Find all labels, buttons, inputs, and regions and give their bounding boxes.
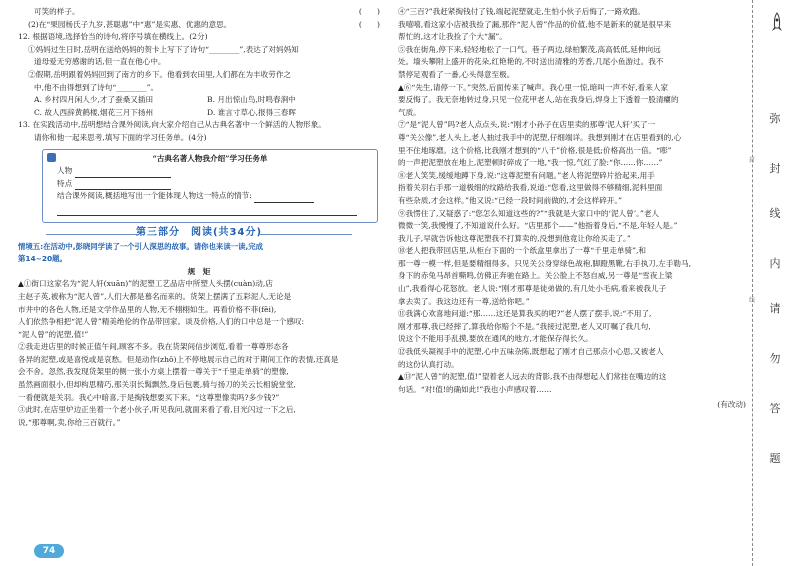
- story-line: 那一尊一模一样,但是要精细得多。只见关公身穿绿色战袍,脚蹬黑靴,右手执刀,左手勒马,: [398, 258, 692, 268]
- q12-options: [18, 94, 380, 119]
- seal-char: 题: [769, 452, 781, 465]
- option-c[interactable]: C. 故人西辞黄鹤楼,烟花三月下扬州: [34, 107, 154, 117]
- story-line: 指着关羽右手那一道极细的纹路给我看,说道:“您看,这里做得不够精细,泥料里面: [398, 183, 663, 193]
- story-right: [398, 6, 746, 396]
- story-line: ⑨我愣住了,又疑惑了:“您怎么知道这些的?”“我就是大家口中的‘泥人曾’。”老人: [398, 208, 660, 218]
- story-line: ③此时,在店里炉边正坐着一个老小伙子,听见我问,就面来看了看,目光闪过一下之后,: [18, 405, 296, 415]
- seal-char-small: 线: [748, 297, 755, 304]
- story-line: ⑪我满心欢喜地问道:“那……这还是算我买的吧?”老人摆了摆手,说:“不用了,: [398, 309, 652, 319]
- story-line: ▲①街口这家名为“泥人轩(xuān)”的泥塑工艺品店中所塑人头摆(cuàn)动,店: [18, 279, 273, 289]
- answer-bracket[interactable]: ( ): [358, 7, 380, 16]
- seal-char: 内: [769, 257, 781, 270]
- story-line: “泥人曾”的泥塑,值!”: [18, 329, 89, 339]
- story-line: 的一声把泥塑放在地上,泥塑顿时碎成了一地,“我一惊,气红了脸:“你……你……”: [398, 158, 663, 168]
- person-input[interactable]: [75, 169, 171, 178]
- seal-char-small: 封: [748, 157, 755, 164]
- seal-char: 答: [769, 402, 781, 415]
- section-heading-wrap: [18, 227, 380, 241]
- story-line: 处。墙头攀附上盛开的花朵,红艳艳的,不时送出清雅的芳香,几尾小鱼游过。我不: [398, 57, 664, 67]
- task-sheet-box: [42, 149, 378, 223]
- story-line: 禁停足观看了一番,心头得意至极。: [398, 69, 515, 79]
- plot-input[interactable]: [254, 194, 314, 203]
- section-heading: 第三部分 阅读(共34分): [135, 226, 263, 238]
- task-row-plot-extra: [43, 203, 377, 216]
- trait-input[interactable]: [75, 181, 171, 190]
- story-line: 拿去卖了。我这边还有一尊,送给你吧。”: [398, 296, 530, 306]
- story-title: 规 矩: [187, 266, 211, 276]
- q12-part2-line1: ②假期,岳明跟着妈妈回到了南方的乡下。他看到农田里,人们都在为丰收劳作之: [28, 69, 292, 79]
- story-line: 我儿子,早就告诉他这尊泥塑我不打算卖的,没想到他竟让你给买走了。”: [398, 233, 631, 243]
- story-line: 各异的泥塑,或是喜悦或是哀愁。但是动作(zhǒ)上不停地展示自己的对于期间工作的表情,还真是: [18, 354, 339, 364]
- story-line: 有些杂质,才会这样。”他又说:“已经一段时间前做的,才会这样碎开。”: [398, 195, 623, 205]
- plot-input-line2[interactable]: [57, 207, 357, 216]
- story-line: 主赵子英,被称为“泥人曾”,人们大都是慕名而来的。货架上摆满了五彩泥人,无论是: [18, 291, 292, 301]
- q12-part1-line2: 道母爱无穷感谢的话,但一直在他心中。: [34, 57, 166, 67]
- seal-char: 线: [769, 207, 781, 220]
- story-line: 帮忙的,这才让我捡了个大“漏”。: [398, 32, 507, 42]
- story-line: 我嘻嘻,看这家小店被我捡了漏,那件“泥人曾”作品的价值,他不是新来的就是很早来: [398, 19, 672, 29]
- story-line: ②我走进店里的时候正值午间,顾客不多。我在货架间信步浏览,看着一尊尊形态各: [18, 342, 289, 352]
- seal-char: 封: [769, 162, 781, 175]
- story-line: 句话。“对!值!的确如此!”我也小声感叹着……: [398, 384, 552, 394]
- story-line: 微微一笑,我慢慢了,不知道说什么好。“店里那个——”他指着身后,“不是,年轻人是。”: [398, 221, 678, 231]
- story-line: 虽然画面很小,但却构思精巧,那关羽长髯飘然,身后包裹,骑与扬刀的关云长相貌堂堂,: [18, 380, 296, 390]
- q11-item-2: (2)在“果园杨氏子九岁,甚聪惠”中“惠”是实惠、优惠的意思。 ( ): [18, 19, 380, 32]
- task-row-trait: 特点: [43, 178, 377, 191]
- option-a[interactable]: A. 乡村四月闲人少,才了蚕桑又插田: [34, 95, 154, 105]
- rocket-icon: [770, 12, 784, 34]
- story-line: 要反悔了。我无奈地转过身,只见一位花甲老人,站在我身后,焊身上下透着一股清癯的: [398, 95, 679, 105]
- story-line: 身下的赤兔马昂首嘶鸣,仿佛正奔驰在路上。关公脸上不怒自威,另一尊是“雪夜上梁: [398, 271, 673, 281]
- answer-bracket[interactable]: ( ): [358, 19, 380, 29]
- option-d[interactable]: D. 谁言寸草心,报得三春晖: [207, 107, 296, 117]
- story-line: 市井中的各色人物,还是文学作品里的人物,无不栩栩如生。再看价格不菲(fěi),: [18, 304, 277, 314]
- task-sheet-title: “古典名著人物我介绍”学习任务单: [152, 153, 268, 163]
- story-line: ④“三百?”我赶紧掏钱付了钱,端起泥塑就走,生怕小伙子后悔了,一路欢跑。: [398, 7, 645, 16]
- seal-char: 请: [769, 302, 781, 315]
- scene-lead-2: 第14~20题。: [18, 254, 67, 264]
- pin-icon: [47, 153, 56, 162]
- scene-lead: 情境五:在活动中,彭晓同学读了一个引人深思的故事。请你也来读一读,完成: [18, 241, 264, 251]
- story-line: ⑩老人把我带回店里,从柜台下面的一个纸盒里拿出了一尊“千里走单骑”,和: [398, 246, 646, 256]
- story-line: 人们依然争相把“泥人曾”精美绝伦的作品带回家。谈及价格,人们的口中总是一个感叹:: [18, 317, 305, 327]
- story-line: 气质。: [398, 107, 421, 117]
- right-page: [398, 6, 746, 412]
- seal-char: 勿: [769, 352, 781, 365]
- seal-char: 弥: [769, 112, 781, 125]
- story-line: 尊“关公像”,老人头上,老人抽过我手中的泥塑,仔细端详。我想到刚才在店里看到的,心: [398, 132, 682, 142]
- q11-item-1: 可笑的样子。 ( ): [18, 6, 380, 19]
- q12-label: 12. 根据语境,选择恰当的诗句,将序号填在横线上。(2分): [18, 32, 208, 42]
- q12-part2-line2: 中,他不由得想到了诗句“________”。: [34, 82, 159, 92]
- story-line: ⑤我在街角,停下来,轻轻地松了一口气。巷子两边,绿柏繁茂,高高低低,延伸向远: [398, 44, 661, 54]
- task-row-plot: 结合课外阅读,概括地写出一个能体现人物这一特点的情节:: [43, 190, 377, 203]
- option-b[interactable]: B. 月出惊山鸟,时鸣春涧中: [207, 95, 296, 105]
- seal-line: [752, 0, 753, 566]
- left-page: [18, 6, 380, 429]
- task-row-person: 人物: [43, 165, 377, 178]
- story-line: 说,“那尊啊,卖,你给三百就行。”: [18, 417, 121, 427]
- story-line: ⑧老人笑笑,缓缓地蹲下身,说:“这尊泥塑有问题。”老人将泥塑碎片拾起来,用手: [398, 170, 655, 180]
- story-line: 刚才那尊,我已经摔了,算我给你赔个不是。”我接过泥塑,老人又叮嘱了我几句,: [398, 321, 651, 331]
- story-line: 说这个不能用手乱摸,要放在通风的地方,才能保存得长久。: [398, 334, 593, 344]
- edit-note: (有改动): [717, 400, 746, 410]
- q13-label: 13. 在实践活动中,岳明想结合课外阅读,向大家介绍自己从古典名著中一个鲜活的人物形象。: [18, 120, 326, 130]
- story-line: 会不舍。忽然,我发现货架里的侧一张小方桌上摆着一尊关于“千里走单骑”的塑像,: [18, 367, 289, 377]
- story-line: ▲⑬“泥人曾”的泥塑,值!”望着老人远去的背影,我不由得想起人们常挂在嘴边的这: [398, 372, 667, 382]
- story-line: ▲⑥“先生,请停一下。”突然,后面传来了喊声。我心里一惊,暗叫一声不好,看来人家: [398, 82, 669, 92]
- story-line: 山”,我看得心花怒放。老人说:“刚才那尊是徒弟做的,有几处小毛病,看来被我儿子: [398, 284, 667, 294]
- q13-sub: 请你和他一起来思考,填写下面的学习任务单。(4分): [34, 132, 207, 142]
- q12-part1-line1: ①妈妈过生日时,岳明在送给妈妈的贺卡上写下了诗句“________”,表达了对妈妈知: [28, 44, 299, 54]
- story-line: 里不住地琢磨。这个价格,比我刚才想到的“八千”价格,很是低;价格高出一倍。“嘭”: [398, 145, 672, 155]
- story-line: ⑫我低头凝视手中的泥塑,心中五味杂陈,既想起了刚才自己那点小心思,又被老人: [398, 347, 664, 357]
- story-line: 一看便就是关羽。我心中暗喜,于是掏钱想要买下来。“这尊塑像卖吗?多少钱?”: [18, 392, 280, 402]
- story-line: 的这份认真打动。: [398, 359, 459, 369]
- story-left: [18, 278, 380, 429]
- story-line: ⑦“是“泥人曾”吗?老人点点头,说:“刚才小孙子在店里卖的那尊‘泥人轩’买了一: [398, 120, 656, 130]
- page-number: 74: [34, 544, 64, 558]
